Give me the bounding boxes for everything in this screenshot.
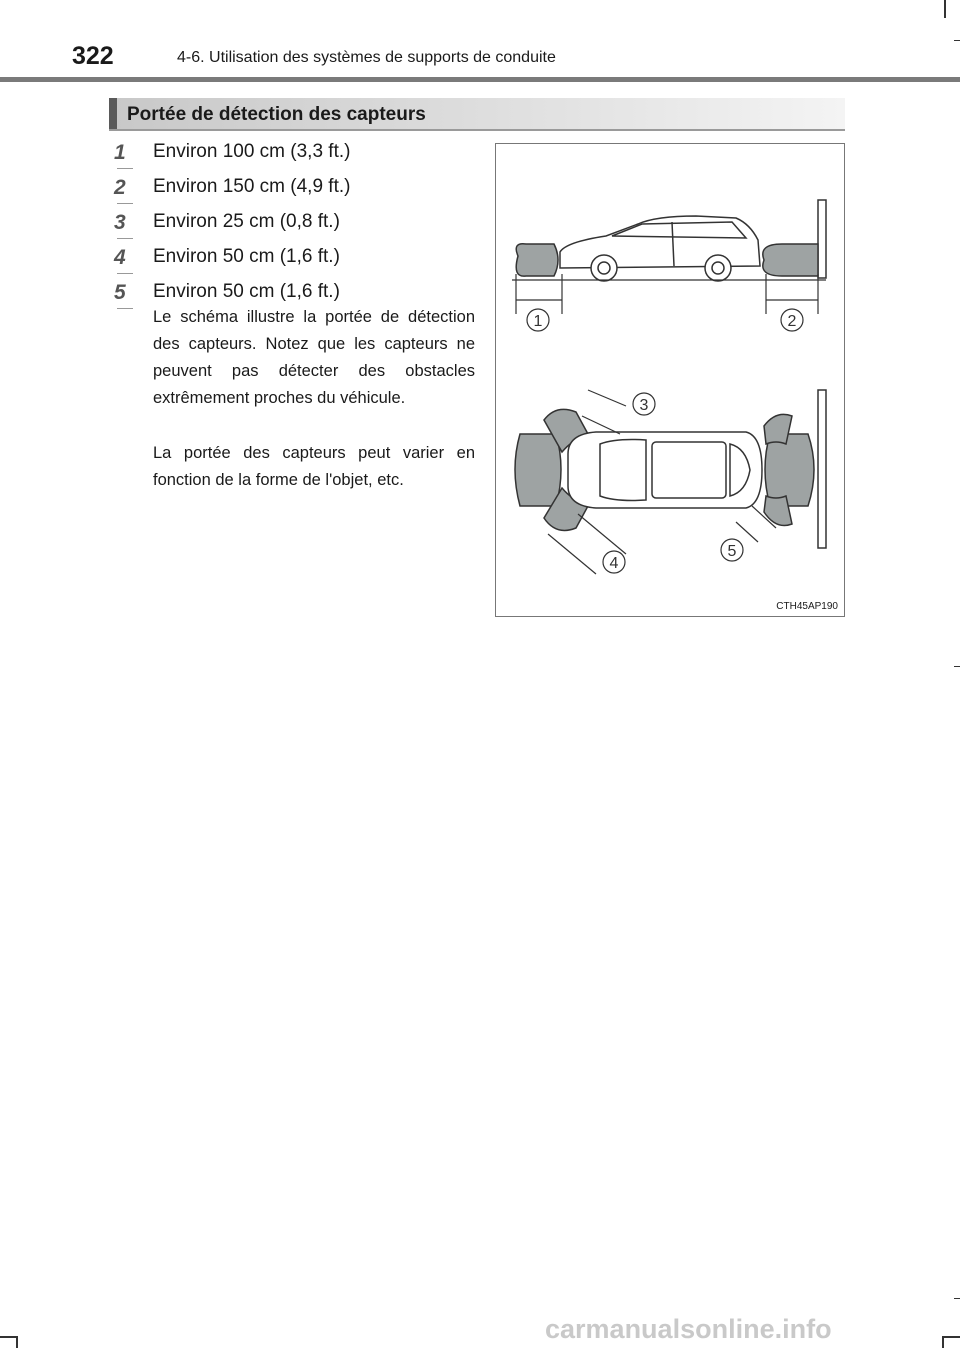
- car-side-view: [560, 216, 760, 281]
- car-top-view: [568, 432, 762, 508]
- item-text: Environ 50 cm (1,6 ft.): [153, 246, 340, 267]
- crop-mark: [954, 40, 960, 41]
- item-number: 4: [114, 246, 126, 269]
- item-number: 5: [114, 281, 126, 304]
- sensor-range-diagram: [496, 144, 844, 616]
- wall-rear-top: [818, 390, 826, 548]
- item-text: Environ 50 cm (1,6 ft.): [153, 281, 340, 302]
- header-rule: [0, 77, 960, 82]
- figure-code: CTH45AP190: [776, 601, 838, 612]
- section-heading-bar: [109, 98, 845, 131]
- callout-2: 2: [787, 313, 797, 330]
- page-number: 322: [72, 42, 114, 70]
- list-item: [114, 242, 474, 274]
- list-item: [114, 207, 474, 239]
- callout-4: 4: [609, 555, 619, 572]
- list-item: [114, 172, 474, 204]
- item-number: 1: [114, 141, 126, 164]
- note-paragraph: La portée des capteurs peut varier en fonction de la forme de l'objet, etc.: [153, 444, 475, 489]
- item-text: Environ 25 cm (0,8 ft.): [153, 211, 340, 232]
- callout-5: 5: [727, 543, 737, 560]
- item-number: 3: [114, 211, 126, 234]
- sensor-range-figure: [495, 143, 845, 617]
- item-number: 2: [114, 176, 126, 199]
- watermark: carmanualsonline.info: [545, 1314, 832, 1344]
- crop-mark: [954, 1298, 960, 1299]
- crop-mark: [16, 1336, 18, 1348]
- crop-mark: [954, 666, 960, 667]
- item-text: Environ 150 cm (4,9 ft.): [153, 176, 351, 197]
- wall-rear: [818, 200, 826, 278]
- callout-1: 1: [533, 313, 543, 330]
- crop-mark: [942, 1336, 944, 1348]
- list-item: [114, 137, 474, 169]
- crop-mark: [944, 0, 946, 18]
- rear-detection-zone: [763, 244, 818, 276]
- section-title: Portée de détection des capteurs: [127, 104, 426, 125]
- item-text: Environ 100 cm (3,3 ft.): [153, 141, 351, 162]
- front-detection-zone: [516, 244, 558, 276]
- dimension-lines-side: [512, 274, 826, 314]
- description-paragraph: Le schéma illustre la portée de détection des capteurs. Notez que les capteurs ne peuvent pas détecter des obstacles extrêmement proches du véhicule.: [153, 308, 475, 407]
- running-head: 4-6. Utilisation des systèmes de supports de conduite: [177, 49, 556, 66]
- callout-3: 3: [639, 397, 649, 414]
- crop-mark: [942, 1336, 960, 1338]
